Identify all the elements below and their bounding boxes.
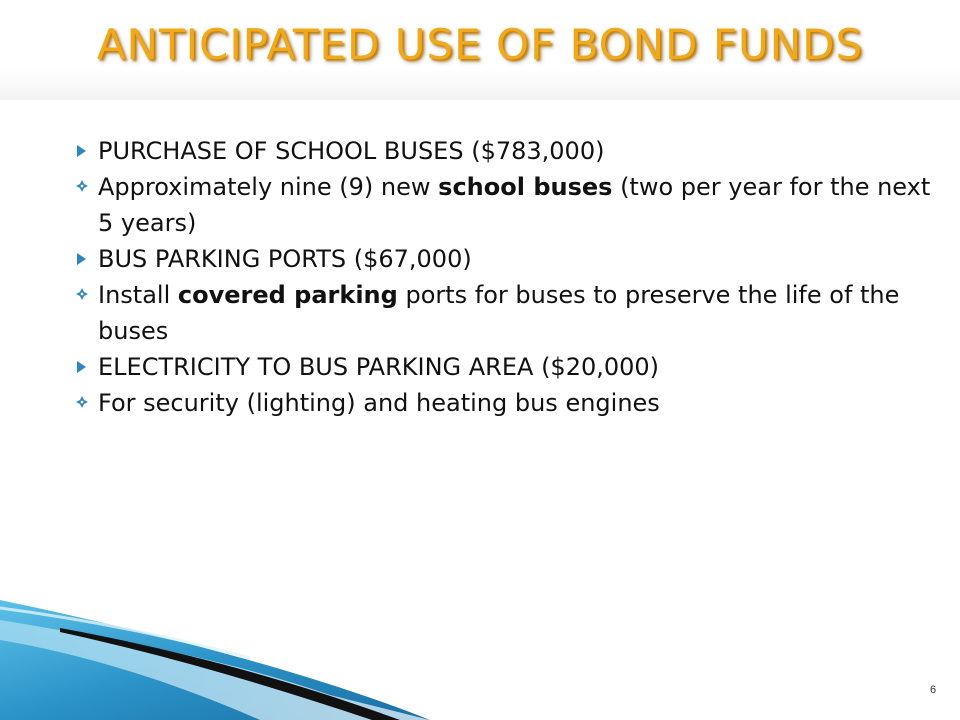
triangle-bullet-icon [77, 361, 86, 373]
section-detail [98, 277, 934, 349]
diamond-bullet-icon [75, 395, 89, 409]
section-heading: BUS PARKING PORTS ($67,000) [98, 245, 472, 273]
list-item [74, 133, 934, 169]
diamond-bullet-icon [75, 287, 89, 301]
diamond-bullet-icon [75, 179, 89, 193]
section-heading: PURCHASE OF SCHOOL BUSES ($783,000) [98, 137, 605, 165]
detail-text: Approximately nine (9) new [98, 173, 439, 201]
detail-text: ports for buses to preserve the life of the buses [98, 281, 900, 345]
list-item [74, 277, 934, 349]
section-detail [98, 169, 934, 241]
list-item [74, 241, 934, 277]
detail-text: (two per year for the next 5 years) [98, 173, 931, 237]
detail-emphasis: covered parking [177, 281, 398, 309]
detail-text: Install [98, 281, 178, 309]
slide-title: ANTICIPATED USE OF BOND FUNDS [96, 20, 864, 69]
page-number: 6 [929, 684, 937, 696]
section-heading: ELECTRICITY TO BUS PARKING AREA ($20,000) [98, 353, 660, 381]
triangle-bullet-icon [77, 145, 86, 157]
decorative-swoosh [0, 600, 430, 720]
title-band [0, 0, 960, 100]
list-item [74, 349, 934, 385]
list-item [74, 169, 934, 241]
section-detail [98, 385, 934, 421]
list-item [74, 385, 934, 421]
triangle-bullet-icon [77, 253, 86, 265]
detail-text: For security (lighting) and heating bus engines [98, 389, 660, 417]
bullet-list [74, 133, 934, 421]
detail-emphasis: school buses [438, 173, 613, 201]
